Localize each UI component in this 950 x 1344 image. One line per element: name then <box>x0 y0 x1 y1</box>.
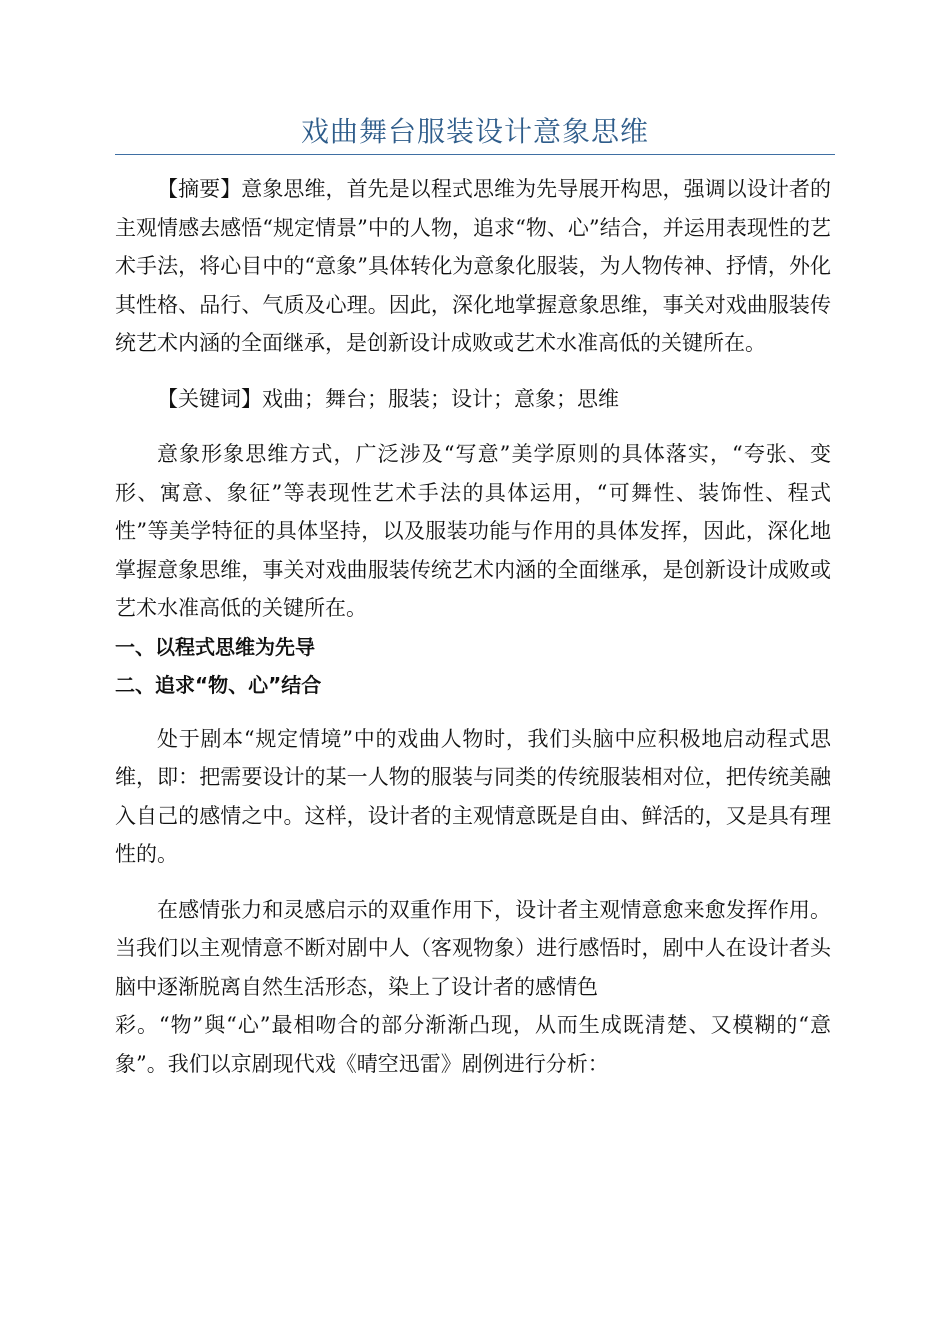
keywords-paragraph: 【关键词】戏曲；舞台；服装；设计；意象；思维 <box>157 386 619 411</box>
section-heading-1: 一、以程式思维为先导 <box>115 634 315 659</box>
body-paragraph-2: 在感情张力和灵感启示的双重作用下，设计者主观情意愈来愈发挥作用。当我们以主观情意不断对剧中人（客观物象）进行感悟时，剧中人在设计者头脑中逐渐脱离自然生活形态，染上了设计者的感情色 <box>115 897 831 999</box>
abstract-paragraph: 【摘要】意象思维，首先是以程式思维为先导展开构思，强调以设计者的主观情感去感悟“规定情景”中的人物，追求“物、心”结合，并运用表现性的艺术手法，将心目中的“意象”具体转化为意象化服装，为人物传神、抒情，外化其性格、品行、气质及心理。因此，深化地掌握意象思维，事关对戏曲服装传统艺术内涵的全面继承，是创新设计成败或艺术水准高低的关键所在。 <box>115 177 831 355</box>
section-heading-2: 二、追求“物、心”结合 <box>115 672 322 697</box>
title-underline <box>115 154 835 155</box>
body-paragraph-1: 处于剧本“规定情境”中的戏曲人物时，我们头脑中应积极地启动程式思维，即：把需要设计的某一人物的服装与同类的传统服装相对位，把传统美融入自己的感情之中。这样，设计者的主观情意既是自由、鲜活的，又是具有理性的。 <box>115 726 831 866</box>
intro-paragraph: 意象形象思维方式，广泛涉及“写意”美学原则的具体落实，“夸张、变形、寓意、象征”等表现性艺术手法的具体运用，“可舞性、装饰性、程式性”等美学特征的具体坚持，以及服装功能与作用的具体发挥，因此，深化地掌握意象思维，事关对戏曲服装传统艺术内涵的全面继承，是创新设计成败或艺术水准高低的关键所在。 <box>115 442 831 620</box>
body-paragraph-2-continued: 彩。“物”與“心”最相吻合的部分渐渐凸现，从而生成既清楚、又模糊的“意象”。我们以京剧现代戏《晴空迅雷》剧例进行分析： <box>115 1013 831 1076</box>
document-body <box>115 170 831 1083</box>
document-title: 戏曲舞台服装设计意象思维 <box>300 115 649 148</box>
